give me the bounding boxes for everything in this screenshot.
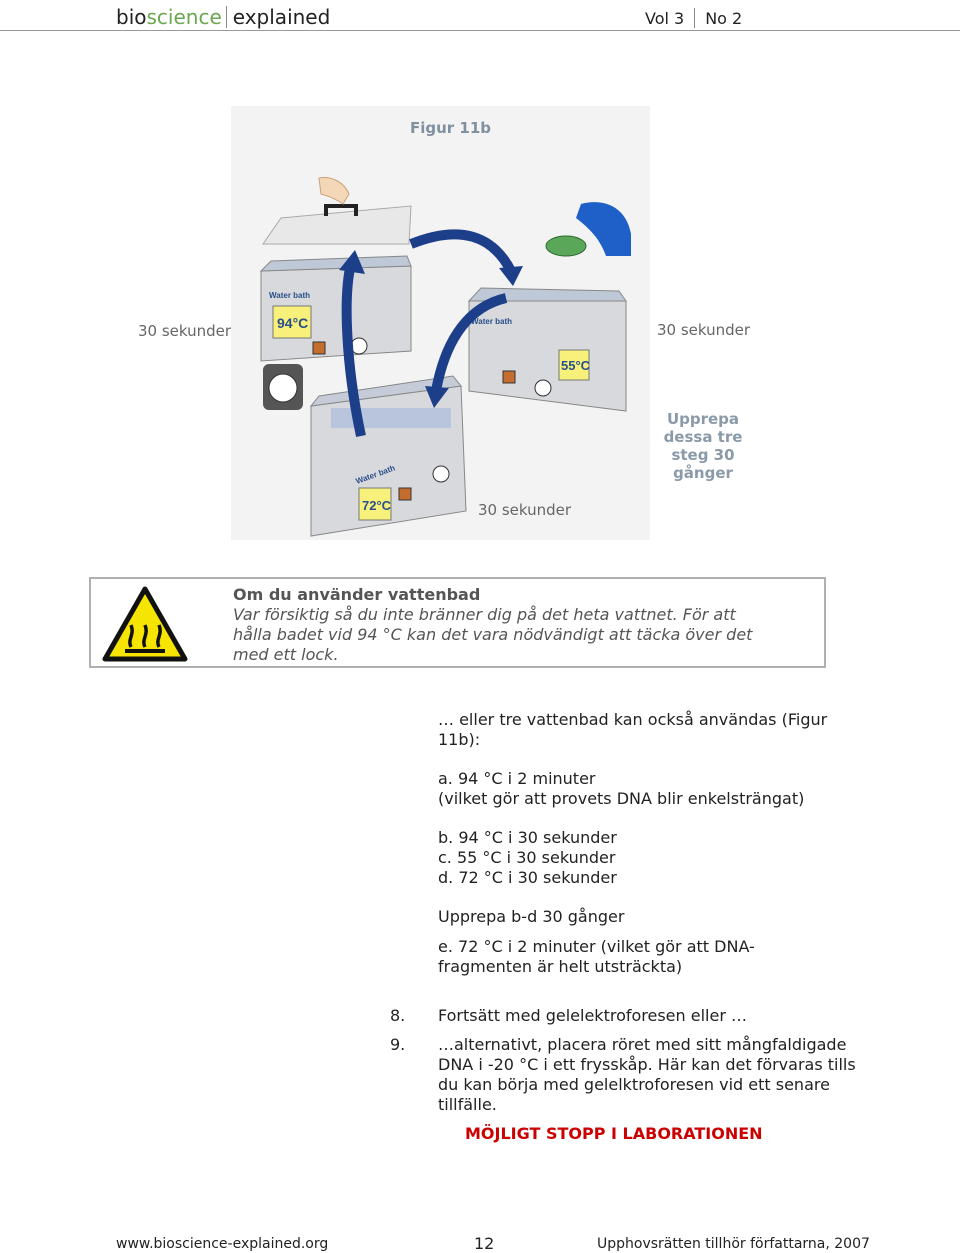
time-label-left: 30 sekunder: [138, 322, 232, 340]
journal-brand: [116, 5, 330, 29]
bath-knob-3: [433, 466, 449, 482]
bath-switch-2: [503, 371, 515, 383]
water-surface-72: [331, 408, 451, 428]
bath-switch-3: [399, 488, 411, 500]
number-label: No 2: [705, 9, 743, 28]
warning-title: Om du använder vattenbad: [233, 585, 481, 604]
warning-text: Var försiktig så du inte bränner dig på det heta vattnet. För att hålla badet vid 94 °C kan det vara nödvändigt att täcka över det med ett lock.: [233, 605, 753, 664]
brand-bio: bio: [116, 5, 147, 29]
temp-55: 55°C: [561, 358, 591, 373]
item-9-number: 9.: [390, 1035, 406, 1054]
issue-info: [645, 8, 742, 28]
footer-copyright: Upphovsrätten tillhör författarna, 2007: [597, 1236, 870, 1252]
repeat-label: Upprepa dessa tre steg 30 gånger: [663, 410, 743, 482]
repeat-instruction: Upprepa b-d 30 gånger: [438, 907, 625, 926]
temp-94: 94°C: [277, 315, 309, 331]
brand-science: science: [146, 5, 222, 29]
step-a-note: (vilket gör att provets DNA blir enkelsträngat): [438, 789, 805, 808]
page-number: 12: [474, 1234, 495, 1253]
step-b: b. 94 °C i 30 sekunder: [438, 828, 617, 847]
time-label-bottom: 30 sekunder: [478, 501, 572, 519]
figure-title: Figur 11b: [410, 119, 492, 137]
bath-switch-1: [313, 342, 325, 354]
bath-label-2: Water bath: [471, 317, 513, 326]
bath-knob-2: [535, 380, 551, 396]
bath-label-1: Water bath: [269, 291, 311, 300]
step-e: e. 72 °C i 2 minuter (vilket gör att DNA-fragmenten är helt utsträckta): [438, 937, 755, 976]
time-label-right: 30 sekunder: [657, 321, 751, 339]
bath-label-3: Water bath: [354, 463, 397, 486]
item-8-number: 8.: [390, 1006, 406, 1025]
issue-divider: [694, 8, 695, 28]
possible-stop-notice: MÖJLIGT STOPP I LABORATIONEN: [465, 1124, 763, 1143]
hand-icon: [319, 178, 349, 204]
intro-text: … eller tre vattenbad kan också användas (Figur 11b):: [438, 710, 828, 749]
hot-surface-warning-icon: [101, 585, 189, 663]
step-c: c. 55 °C i 30 sekunder: [438, 848, 616, 867]
brand-explained: explained: [232, 5, 331, 29]
temp-72: 72°C: [362, 498, 392, 513]
figure-panel: [231, 106, 650, 540]
tube-rack-icon: [546, 236, 586, 256]
brand-divider: [226, 6, 227, 28]
page-header: [0, 0, 960, 34]
volume-label: Vol 3: [645, 9, 685, 28]
item-9-text: …alternativt, placera röret med sitt mångfaldigade DNA i -20 °C i ett frysskåp. Här kan det förvaras tills du kan börja med gelelktroforesen vid ett senare tillfälle.: [438, 1035, 856, 1114]
safety-warning-box: [89, 577, 826, 668]
header-rule: [0, 30, 960, 31]
timer-dial: [269, 374, 297, 402]
lid-shape: [263, 206, 411, 244]
footer-url[interactable]: www.bioscience-explained.org: [116, 1236, 329, 1252]
step-d: d. 72 °C i 30 sekunder: [438, 868, 617, 887]
item-8-text: Fortsätt med gelelektroforesen eller …: [438, 1006, 747, 1025]
arrow-head-1: [499, 266, 523, 286]
water-bath-illustration: [231, 106, 650, 540]
arrow-94-to-55: [411, 234, 511, 271]
step-a: a. 94 °C i 2 minuter: [438, 769, 596, 788]
